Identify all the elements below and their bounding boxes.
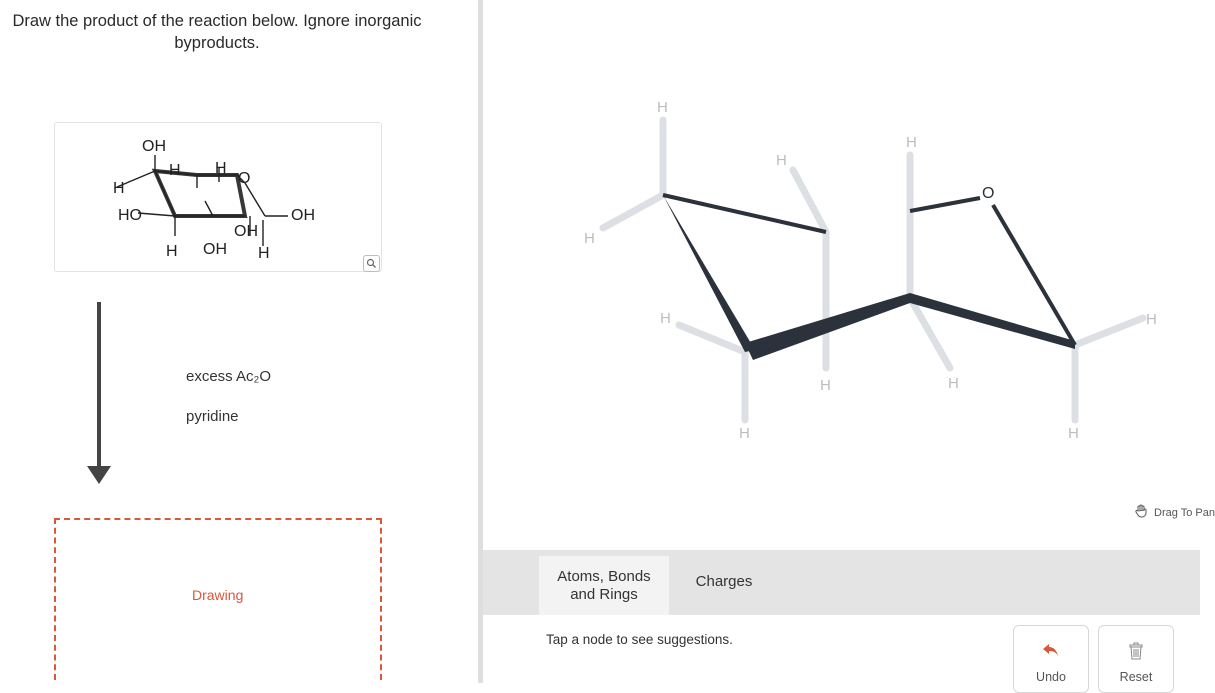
answer-drawing-label: Drawing [192,587,244,603]
wedge-c1-c2 [663,195,755,352]
canvas-label-h-c3: H [776,152,787,169]
drag-to-pan-hint [1134,504,1215,521]
label-oh-top: OH [142,138,166,155]
label-o-ring: O [238,170,251,187]
label-oh-right: OH [291,207,315,224]
question-line-2: byproducts. [174,34,260,52]
reset-label: Reset [1119,670,1153,684]
hand-icon [1134,504,1148,521]
label-oh-bottom: OH [203,241,227,258]
bond-c1-c3-back [663,195,826,232]
bond-c1-h-left [603,195,663,228]
canvas-label-h-bottom-c4: H [948,375,959,392]
bond-c4-o [910,198,980,211]
reactant-structure [54,122,382,272]
undo-icon [1041,642,1061,658]
tab-atoms-label: Atoms, Bonds and Rings [557,567,651,603]
reagent-ac2o: excess Ac₂O [186,368,272,385]
label-oh-mid: OH [234,223,258,240]
chair-structure[interactable] [483,0,1200,550]
bond-c5-h-right [1075,318,1143,345]
label-h-left: H [113,180,125,197]
label-h-bottom-2: H [258,245,270,262]
tab-charges[interactable] [679,564,769,600]
canvas-label-h-right: H [1146,311,1157,328]
label-ho-left: HO [118,207,142,224]
canvas-label-h-left: H [584,230,595,247]
undo-label: Undo [1036,670,1066,684]
canvas-label-h-top: H [657,99,668,116]
bond-o-c5 [245,183,265,216]
tab-atoms-bonds-rings[interactable] [539,556,669,615]
bond-c6-ho [138,213,175,216]
canvas-label-h-upper-right: H [906,134,917,151]
editor-toolbar [483,550,1200,615]
reactant-diagram [55,123,381,271]
undo-button[interactable] [1013,625,1089,693]
reaction-arrow [97,302,101,468]
label-h-bottom-1: H [166,243,178,260]
canvas-label-h-inner: H [660,310,671,327]
drag-to-pan-label: Drag To Pan [1154,506,1215,519]
bond-c3-h-up [793,170,826,232]
bond-ring-inner [205,201,213,216]
label-h-upper-1: H [169,162,181,179]
suggestion-hint: Tap a node to see suggestions. [546,632,733,647]
question-line-1: Draw the product of the reaction below. Ignore inorganic [12,12,422,30]
canvas-label-h-bottom-c5: H [1068,425,1079,442]
canvas-label-o: O [982,185,995,202]
question-text [0,10,434,54]
reset-button[interactable] [1098,625,1174,693]
reagent-pyridine: pyridine [186,408,239,425]
label-h-upper-2: H [215,160,227,177]
tab-charges-label: Charges [695,573,753,590]
canvas-label-h-bottom-c2: H [739,425,750,442]
question-panel [0,0,478,683]
canvas-label-h-bottom-c3: H [820,377,831,394]
trash-icon [1128,641,1144,661]
reaction-arrow-head [87,466,111,484]
zoom-icon[interactable] [363,255,380,272]
